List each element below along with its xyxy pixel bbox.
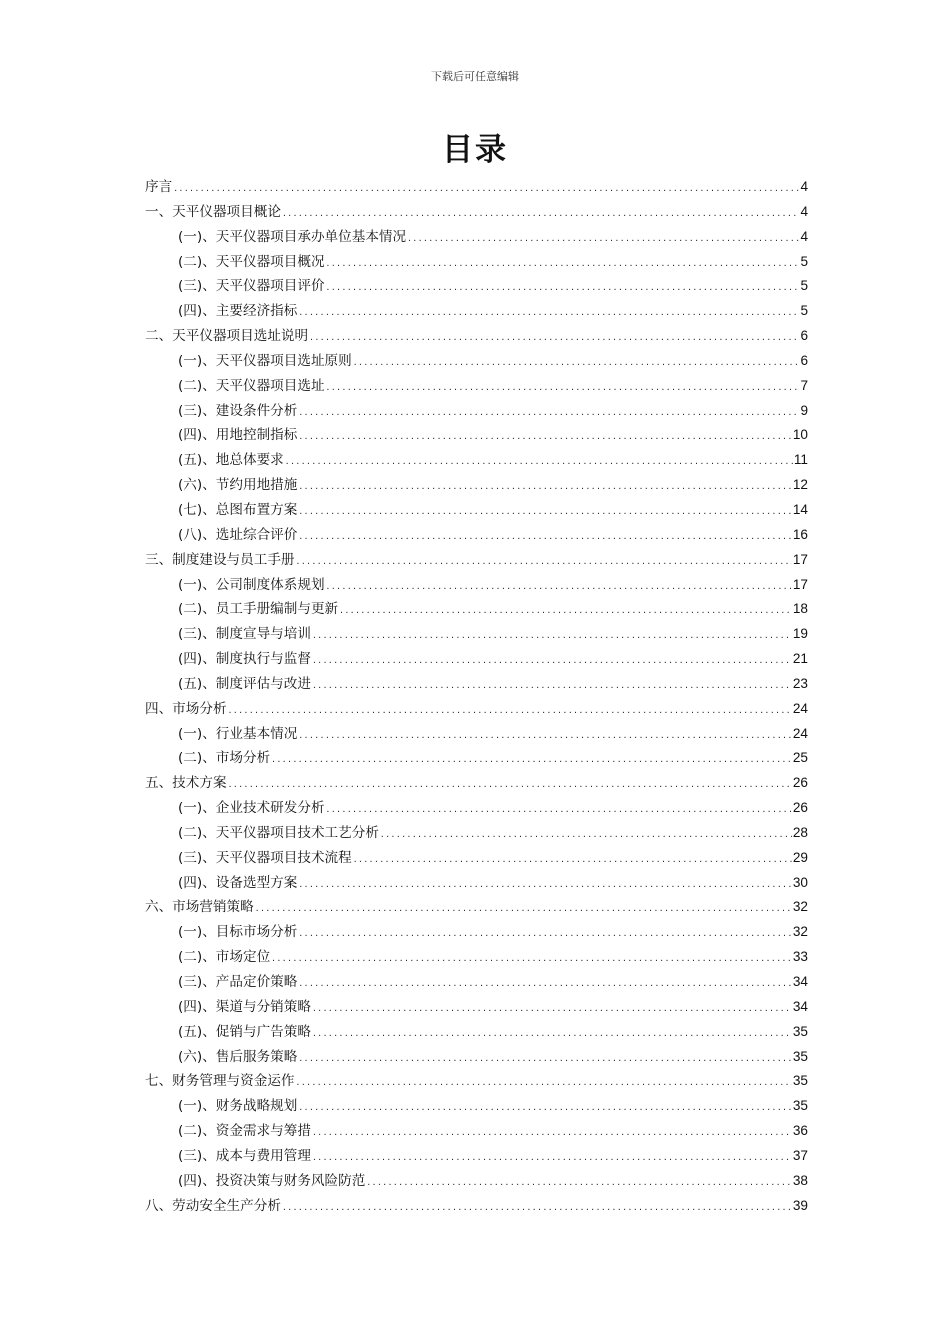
- dot-leader: [353, 848, 792, 873]
- toc-entry[interactable]: [145, 1144, 808, 1169]
- dot-leader: [271, 748, 792, 773]
- toc-entry-title: (二)、资金需求与筹措: [178, 1123, 311, 1140]
- toc-entry-page-number: 33: [792, 949, 808, 965]
- toc-entry-title: (三)、天平仪器项目技术流程: [178, 849, 352, 866]
- toc-entry[interactable]: [145, 548, 808, 573]
- toc-entry-title: (三)、天平仪器项目评价: [178, 278, 325, 295]
- dot-leader: [298, 525, 792, 550]
- dot-leader: [309, 326, 799, 351]
- toc-entry[interactable]: [145, 1045, 808, 1070]
- header-note: 下载后可任意编辑: [431, 70, 519, 83]
- toc-entry-page-number: 34: [792, 974, 808, 989]
- toc-entry-title: (六)、售后服务策略: [178, 1048, 298, 1065]
- toc-entry-page-number: 5: [800, 278, 808, 294]
- toc-entry-page-number: 17: [792, 576, 808, 592]
- toc-entry-title: (四)、制度执行与监督: [178, 651, 311, 668]
- toc-entry-page-number: 6: [800, 328, 808, 344]
- toc-entry-page-number: 30: [792, 874, 808, 890]
- toc-entry-title: (一)、天平仪器项目承办单位基本情况: [178, 228, 407, 245]
- dot-leader: [312, 674, 792, 699]
- dot-leader: [282, 202, 800, 227]
- dot-leader: [326, 575, 792, 600]
- toc-entry-title: (二)、市场定位: [178, 949, 271, 966]
- dot-leader: [285, 450, 793, 475]
- toc-entry-title: (一)、目标市场分析: [178, 924, 298, 941]
- toc-entry-page-number: 5: [800, 253, 808, 269]
- toc-entry[interactable]: [145, 821, 808, 846]
- toc-entry-title: (六)、节约用地措施: [178, 477, 298, 494]
- toc-entry-title: 二、天平仪器项目选址说明: [145, 328, 309, 345]
- toc-entry[interactable]: [145, 597, 808, 622]
- toc-entry-page-number: 25: [792, 750, 808, 766]
- toc-entry-title: (四)、主要经济指标: [178, 303, 298, 320]
- toc-title: 目录: [442, 132, 508, 168]
- toc-entry[interactable]: [145, 274, 808, 299]
- toc-entry-title: (五)、促销与广告策略: [178, 1023, 311, 1040]
- toc-entry-page-number: 5: [800, 303, 808, 319]
- dot-leader: [366, 1171, 792, 1196]
- toc-entry[interactable]: [145, 970, 808, 995]
- toc-entry[interactable]: [145, 722, 808, 747]
- toc-entry[interactable]: [145, 1020, 808, 1045]
- toc-entry-title: (七)、总图布置方案: [178, 501, 298, 518]
- dot-leader: [298, 401, 799, 426]
- toc-entry[interactable]: [145, 920, 808, 945]
- dot-leader: [326, 276, 800, 301]
- dot-leader: [312, 1146, 792, 1171]
- dot-leader: [353, 351, 800, 376]
- dot-leader: [296, 1071, 792, 1096]
- dot-leader: [312, 1022, 792, 1047]
- toc-entry-title: 五、技术方案: [145, 775, 227, 792]
- toc-entry-title: (一)、天平仪器项目选址原则: [178, 352, 352, 369]
- toc-entry-page-number: 39: [792, 1197, 808, 1213]
- toc-entry[interactable]: [145, 399, 808, 424]
- dot-leader: [339, 599, 792, 624]
- toc-entry-title: 七、财务管理与资金运作: [145, 1073, 295, 1090]
- dot-leader: [228, 773, 792, 798]
- toc-entry[interactable]: [145, 1169, 808, 1194]
- toc-entry[interactable]: [145, 523, 808, 548]
- toc-entry-title: (三)、成本与费用管理: [178, 1147, 311, 1164]
- toc-entry[interactable]: [145, 200, 808, 225]
- toc-entry-title: (二)、市场分析: [178, 750, 271, 767]
- toc-entry-page-number: 32: [792, 899, 808, 915]
- table-of-contents: [145, 175, 808, 1218]
- dot-leader: [228, 699, 792, 724]
- toc-entry[interactable]: [145, 175, 808, 200]
- toc-entry-title: 三、制度建设与员工手册: [145, 551, 295, 568]
- toc-entry[interactable]: [145, 423, 808, 448]
- toc-entry-title: 序言: [145, 179, 173, 195]
- toc-entry[interactable]: [145, 498, 808, 523]
- dot-leader: [298, 972, 792, 997]
- dot-leader: [298, 475, 792, 500]
- toc-entry-title: (四)、设备选型方案: [178, 874, 298, 891]
- toc-entry[interactable]: [145, 647, 808, 672]
- toc-entry-title: (三)、建设条件分析: [178, 402, 298, 419]
- toc-entry-page-number: 17: [792, 551, 808, 567]
- toc-entry-title: (二)、天平仪器项目选址: [178, 377, 325, 394]
- toc-entry-title: (三)、产品定价策略: [178, 974, 298, 990]
- toc-entry[interactable]: [145, 349, 808, 374]
- toc-entry[interactable]: [145, 771, 808, 796]
- toc-entry[interactable]: [145, 374, 808, 399]
- dot-leader: [312, 1121, 792, 1146]
- toc-entry-page-number: 28: [792, 824, 808, 840]
- toc-entry-title: (四)、用地控制指标: [178, 427, 298, 444]
- dot-leader: [298, 724, 792, 749]
- toc-entry-page-number: 29: [792, 849, 808, 865]
- toc-entry-page-number: 24: [792, 700, 808, 716]
- toc-entry-page-number: 9: [800, 402, 808, 418]
- dot-leader: [298, 301, 799, 326]
- dot-leader: [326, 798, 792, 823]
- dot-leader: [298, 873, 792, 898]
- toc-entry-title: (二)、员工手册编制与更新: [178, 601, 339, 618]
- toc-entry[interactable]: [145, 324, 808, 349]
- toc-entry-title: (一)、企业技术研发分析: [178, 800, 325, 817]
- toc-entry-title: (二)、天平仪器项目技术工艺分析: [178, 824, 379, 841]
- toc-entry-title: (五)、制度评估与改进: [178, 675, 311, 692]
- toc-entry[interactable]: [145, 225, 808, 250]
- dot-leader: [312, 997, 792, 1022]
- toc-entry-page-number: 4: [800, 203, 808, 219]
- toc-entry-title: (一)、公司制度体系规划: [178, 576, 325, 593]
- toc-entry[interactable]: [145, 448, 808, 473]
- toc-entry-title: (一)、财务战略规划: [178, 1098, 298, 1115]
- dot-leader: [282, 1196, 792, 1221]
- toc-entry-page-number: 35: [792, 1073, 808, 1089]
- toc-entry[interactable]: [145, 299, 808, 324]
- toc-entry-page-number: 10: [792, 427, 808, 443]
- dot-leader: [326, 376, 800, 401]
- dot-leader: [407, 227, 799, 252]
- toc-entry-page-number: 11: [793, 452, 808, 468]
- dot-leader: [271, 947, 792, 972]
- toc-entry[interactable]: [145, 895, 808, 920]
- dot-leader: [326, 252, 800, 277]
- toc-entry[interactable]: [145, 995, 808, 1020]
- toc-entry-title: (四)、投资决策与财务风险防范: [178, 1172, 366, 1189]
- toc-entry-title: (五)、地总体要求: [178, 452, 284, 469]
- toc-entry[interactable]: [145, 1119, 808, 1144]
- toc-entry-page-number: 21: [792, 651, 808, 667]
- toc-entry[interactable]: [145, 473, 808, 498]
- dot-leader: [298, 500, 792, 525]
- dot-leader: [296, 550, 792, 575]
- toc-entry-page-number: 35: [792, 1048, 808, 1064]
- toc-entry-page-number: 12: [792, 477, 808, 493]
- dot-leader: [255, 897, 792, 922]
- toc-entry[interactable]: [145, 1069, 808, 1094]
- toc-entry[interactable]: [145, 871, 808, 896]
- toc-entry-page-number: 38: [792, 1172, 808, 1188]
- toc-entry-page-number: 26: [792, 800, 808, 816]
- dot-leader: [298, 425, 792, 450]
- toc-entry-page-number: 16: [792, 526, 808, 542]
- toc-entry[interactable]: [145, 746, 808, 771]
- toc-entry[interactable]: [145, 1194, 808, 1219]
- dot-leader: [312, 624, 792, 649]
- toc-entry-title: (二)、天平仪器项目概况: [178, 253, 325, 270]
- toc-entry-title: 六、市场营销策略: [145, 899, 254, 916]
- toc-entry[interactable]: [145, 1094, 808, 1119]
- toc-entry-title: (四)、渠道与分销策略: [178, 998, 311, 1015]
- dot-leader: [312, 649, 792, 674]
- toc-entry[interactable]: [145, 697, 808, 722]
- toc-entry[interactable]: [145, 945, 808, 970]
- toc-entry-title: (八)、选址综合评价: [178, 526, 298, 543]
- toc-entry-title: (三)、制度宣导与培训: [178, 626, 311, 643]
- dot-leader: [380, 823, 792, 848]
- dot-leader: [298, 1096, 792, 1121]
- toc-entry-page-number: 24: [792, 725, 808, 741]
- toc-entry-page-number: 4: [800, 179, 808, 194]
- toc-entry-page-number: 14: [792, 501, 808, 517]
- toc-entry[interactable]: [145, 672, 808, 697]
- toc-entry[interactable]: [145, 796, 808, 821]
- toc-entry[interactable]: [145, 573, 808, 598]
- toc-entry-page-number: 37: [792, 1147, 808, 1163]
- toc-entry-title: 八、劳动安全生产分析: [145, 1197, 281, 1214]
- toc-entry-page-number: 35: [792, 1098, 808, 1114]
- toc-entry-page-number: 26: [792, 775, 808, 791]
- toc-entry-page-number: 7: [800, 377, 808, 393]
- toc-entry-page-number: 34: [792, 998, 808, 1014]
- toc-entry[interactable]: [145, 622, 808, 647]
- toc-entry-page-number: 35: [792, 1023, 808, 1039]
- toc-entry-page-number: 32: [792, 924, 808, 940]
- dot-leader: [298, 922, 792, 947]
- dot-leader: [173, 177, 799, 202]
- toc-entry-title: 一、天平仪器项目概论: [145, 203, 281, 220]
- toc-entry[interactable]: [145, 250, 808, 275]
- toc-entry-page-number: 36: [792, 1123, 808, 1139]
- toc-entry-page-number: 23: [792, 675, 808, 691]
- toc-entry-page-number: 18: [792, 601, 808, 617]
- toc-entry-page-number: 19: [792, 626, 808, 642]
- toc-entry-page-number: 4: [800, 228, 808, 244]
- toc-entry[interactable]: [145, 846, 808, 871]
- toc-entry-title: (一)、行业基本情况: [178, 725, 298, 742]
- toc-entry-title: 四、市场分析: [145, 700, 227, 717]
- toc-entry-page-number: 6: [800, 352, 808, 368]
- dot-leader: [298, 1047, 792, 1072]
